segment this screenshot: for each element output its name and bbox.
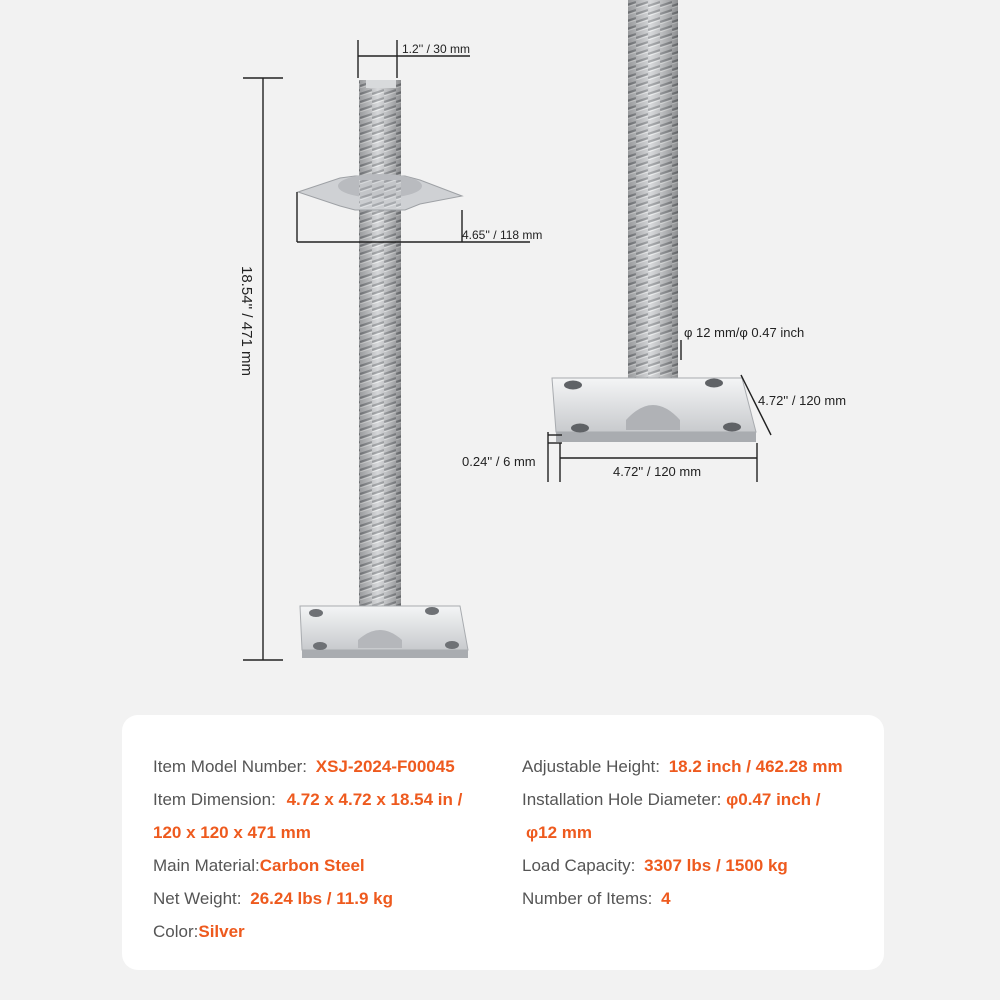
spec-card <box>122 715 884 970</box>
plate-thickness-label: 0.24'' / 6 mm <box>462 454 536 469</box>
spec-dimension-value-2: 120 x 120 x 471 mm <box>153 823 311 842</box>
plate-width-label: 4.72'' / 120 mm <box>613 464 702 479</box>
spec-dimension <box>153 790 462 810</box>
spec-weight <box>153 889 393 909</box>
spec-material-label: Main Material: <box>153 856 260 875</box>
spec-items-value: 4 <box>661 889 671 908</box>
spec-model-label: Item Model Number: <box>153 757 307 776</box>
spec-weight-label: Net Weight: <box>153 889 242 908</box>
spec-hole-cont <box>526 823 592 843</box>
spec-dimension-value-1: 4.72 x 4.72 x 18.54 in / <box>286 790 463 809</box>
spec-hole-label: Installation Hole Diameter: <box>522 790 722 809</box>
spec-color <box>153 922 245 942</box>
spec-dimension-label: Item Dimension: <box>153 790 276 809</box>
spec-height <box>522 757 843 777</box>
spec-model <box>153 757 455 777</box>
spec-material <box>153 856 365 876</box>
left-base-plate <box>300 606 468 658</box>
spec-height-label: Adjustable Height: <box>522 757 660 776</box>
thread-width-label: 1.2'' / 30 mm <box>402 42 470 56</box>
spec-hole-value-2: φ12 mm <box>526 823 593 842</box>
spec-height-value: 18.2 inch / 462.28 mm <box>668 757 843 776</box>
right-base-plate <box>552 378 756 442</box>
spec-items-label: Number of Items: <box>522 889 653 908</box>
spec-load <box>522 856 788 876</box>
plate-depth-label: 4.72'' / 120 mm <box>758 393 847 408</box>
spec-weight-value: 26.24 lbs / 11.9 kg <box>250 889 393 908</box>
spec-hole-value-1: φ0.47 inch / <box>726 790 821 809</box>
spec-model-value: XSJ-2024-F00045 <box>315 757 455 776</box>
left-rod <box>359 80 401 640</box>
total-height-label: 18.54'' / 471 mm <box>238 266 255 376</box>
spec-color-label: Color: <box>153 922 199 941</box>
spec-material-value: Carbon Steel <box>259 856 365 875</box>
spec-load-value: 3307 lbs / 1500 kg <box>644 856 788 875</box>
handle-width-label: 4.65'' / 118 mm <box>462 228 543 242</box>
spec-load-label: Load Capacity: <box>522 856 636 875</box>
spec-color-value: Silver <box>198 922 245 941</box>
spec-items <box>522 889 671 909</box>
spec-hole <box>522 790 820 810</box>
handle-nut <box>298 174 462 210</box>
spec-dimension-cont <box>153 823 311 843</box>
right-rod <box>628 0 678 405</box>
rod-diameter-label: φ 12 mm/φ 0.47 inch <box>684 325 805 340</box>
